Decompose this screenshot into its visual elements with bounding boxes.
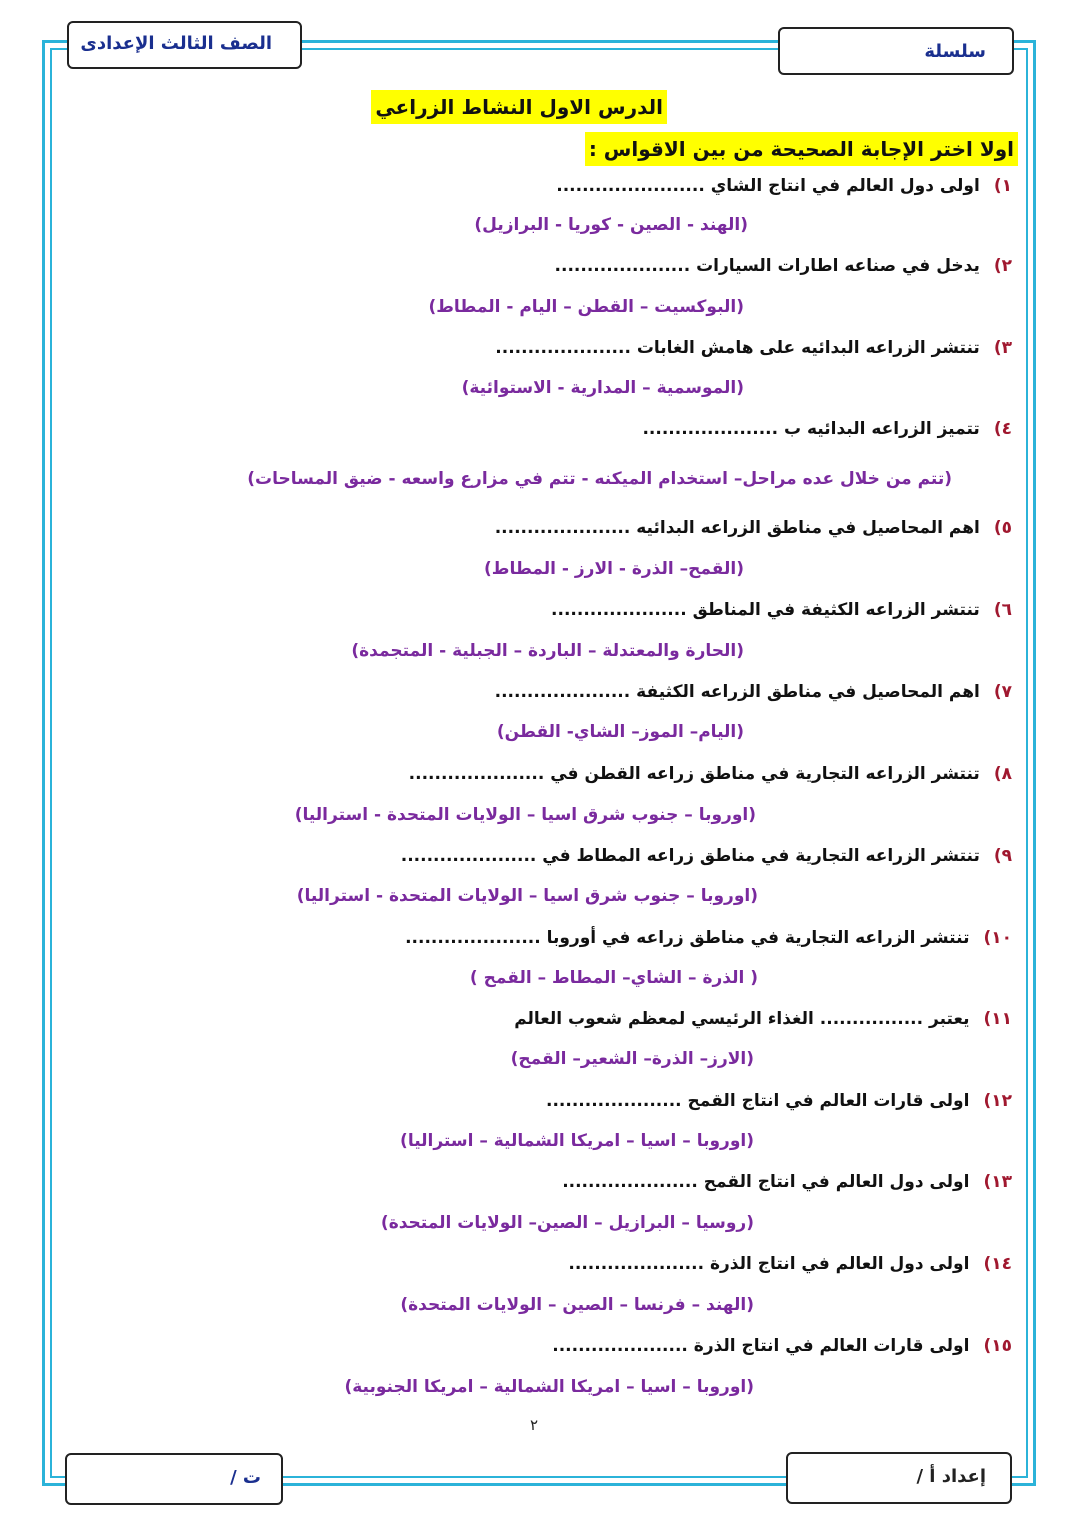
question (409, 764, 1012, 784)
series-box (778, 27, 1014, 75)
question-number: ١٥) (983, 1336, 1012, 1356)
question-text: يدخل في صناعه اطارات السيارات ..................... (554, 256, 980, 276)
question (401, 846, 1012, 866)
question-number: ٧) (993, 682, 1012, 702)
question-choices: (تتم من خلال عده مراحل– استخدام الميكنه - تتم في مزارع واسعه - ضيق المساحات) (247, 469, 952, 489)
question-number: ٣) (993, 338, 1012, 358)
question (642, 419, 1012, 439)
series-label: سلسلة (924, 41, 986, 62)
question (546, 1091, 1012, 1111)
question-choices: (اوروبا – جنوب شرق اسيا – الولايات المتحدة - استراليا) (294, 805, 756, 825)
question-number: ٩) (993, 846, 1012, 866)
question-choices: ( الذرة – الشاي– المطاط – القمح ) (469, 968, 758, 988)
question-text: تنتشر الزراعه التجارية في مناطق زراعه في أوروبا ..................... (405, 928, 970, 948)
question (552, 1336, 1012, 1356)
question (514, 1009, 1012, 1029)
question-choices: (الارز– الذرة– الشعير– القمح) (510, 1049, 754, 1069)
question-number: ١٤) (983, 1254, 1012, 1274)
question (405, 928, 1012, 948)
question-text: اهم المحاصيل في مناطق الزراعه البدائيه ..................... (494, 518, 980, 538)
question-choices: (الحارة والمعتدلة – الباردة – الجبلية - المتجمدة) (351, 641, 744, 661)
prepared-by-box (786, 1452, 1012, 1504)
question-number: ١٣) (983, 1172, 1012, 1192)
question (568, 1254, 1012, 1274)
question-text: تنتشر الزراعه التجارية في مناطق زراعه المطاط في ..................... (400, 846, 980, 866)
question-number: ١) (993, 176, 1012, 196)
question-choices: (الهند - الصين - كوريا - البرازيل) (474, 215, 748, 235)
question-number: ٦) (993, 600, 1012, 620)
page-number: ٢ (530, 1416, 539, 1434)
lesson-title: الدرس الاول النشاط الزراعي (371, 90, 667, 124)
question (495, 518, 1012, 538)
question-text: اهم المحاصيل في مناطق الزراعه الكثيفة ..................... (494, 682, 980, 702)
section-title: اولا اختر الإجابة الصحيحة من بين الاقواس : (585, 132, 1018, 166)
question-choices: (روسيا – البرازيل – الصين– الولايات المتحدة) (380, 1213, 754, 1233)
question-choices: (اوروبا – اسيا – امريكا الشمالية – استراليا) (400, 1131, 754, 1151)
question-choices: (اليام– الموز– الشاي- القطن) (496, 722, 744, 742)
phone-label: ت / (230, 1467, 261, 1488)
grade-label: الصف الثالث الإعدادى (80, 33, 272, 54)
question (555, 256, 1012, 276)
question-text: يعتبر ................ الغذاء الرئيسي لمعظم شعوب العالم (514, 1009, 970, 1029)
question-text: اولى دول العالم في انتاج القمح ..................... (562, 1172, 970, 1192)
question-text: اولى قارات العالم في انتاج الذرة ..................... (552, 1336, 970, 1356)
question-text: تنتشر الزراعه التجارية في مناطق زراعه القطن في ..................... (408, 764, 980, 784)
question-text: اولى قارات العالم في انتاج القمح ..................... (546, 1091, 970, 1111)
question-number: ١٠) (983, 928, 1012, 948)
question-choices: (الهند – فرنسا – الصين – الولايات المتحدة) (400, 1295, 754, 1315)
question-number: ٨) (993, 764, 1012, 784)
question-number: ١٢) (983, 1091, 1012, 1111)
question (495, 682, 1012, 702)
question-text: تنتشر الزراعه البدائيه على هامش الغابات ..................... (495, 338, 980, 358)
question-number: ٢) (993, 256, 1012, 276)
question-choices: (اوروبا – اسيا – امريكا الشمالية – امريكا الجنوبية) (344, 1377, 754, 1397)
question-number: ٥) (993, 518, 1012, 538)
prepared-by-label: إعداد أ / (916, 1466, 986, 1487)
question-text: تنتشر الزراعه الكثيفة في المناطق ..................... (551, 600, 980, 620)
question-choices: (الموسمية – المدارية - الاستوائية) (461, 378, 744, 398)
question-choices: (القمح– الذرة - الارز - المطاط) (484, 559, 744, 579)
question (562, 1172, 1012, 1192)
grade-box (67, 21, 302, 69)
question-choices: (اوروبا – جنوب شرق اسيا – الولايات المتحدة - استراليا) (296, 886, 758, 906)
phone-box (65, 1453, 283, 1505)
question-text: تتميز الزراعه البدائيه ب ..................... (642, 419, 980, 439)
question (495, 338, 1012, 358)
question-text: اولى دول العالم في انتاج الشاي ....................... (556, 176, 980, 196)
question-choices: (البوكسيت – القطن – اليام - المطاط) (428, 297, 744, 317)
question-number: ٤) (993, 419, 1012, 439)
question (551, 600, 1012, 620)
question-number: ١١) (983, 1009, 1012, 1029)
question-text: اولى دول العالم في انتاج الذرة ..................... (568, 1254, 970, 1274)
question (556, 176, 1012, 196)
